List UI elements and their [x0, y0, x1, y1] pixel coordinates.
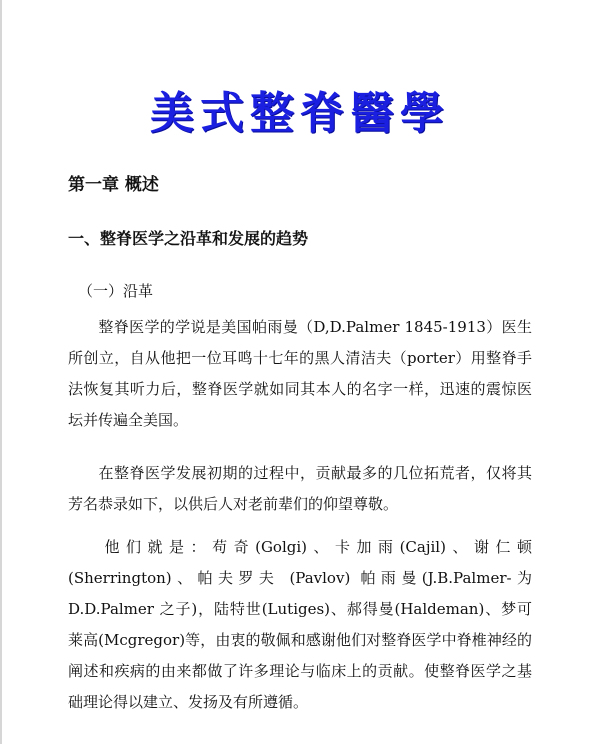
- paragraph-3: [68, 532, 532, 718]
- paragraph-1-text: 整脊医学的学说是美国帕雨曼（D,D.Palmer 1845-1913）医生所创立，自从他把一位耳鸣十七年的黑人清洁夫（porter）用整脊手法恢复其听力后，整脊医学就如同其本人的名字一样，迅速的震惊医坛并传遍全美国。: [68, 318, 532, 429]
- section-heading: 一、整脊医学之沿革和发展的趋势: [68, 229, 309, 248]
- subsection-heading: （一）沿革: [78, 282, 154, 300]
- paragraph-3-text: 他们就是：苟奇(Golgi)、卡加雨(Cajil)、谢仁顿 (Sherrington)、帕夫罗夫 (Pavlov) 帕雨曼(J.B.Palmer-为 D.D.Palmer 之子)，陆特世(Lutiges)、郝得曼(Haldeman)、梦可莱高(Mcgregor)等，由衷的敬佩和感谢他们对整脊医学中脊椎神经的阐述和疾病的由来都做了许多理论与临床上的贡献。使整脊医学之基础理论得以建立、发扬及有所遵循。: [68, 538, 532, 711]
- chapter-heading: 第一章 概述: [68, 175, 159, 195]
- paragraph-2: [68, 458, 532, 520]
- paragraph-2-text: 在整脊医学发展初期的过程中，贡献最多的几位拓荒者，仅将其芳名恭录如下，以供后人对老前辈们的仰望尊敬。: [68, 464, 532, 513]
- paragraph-1: [68, 312, 532, 436]
- document-title: 美式整脊醫學: [150, 88, 450, 139]
